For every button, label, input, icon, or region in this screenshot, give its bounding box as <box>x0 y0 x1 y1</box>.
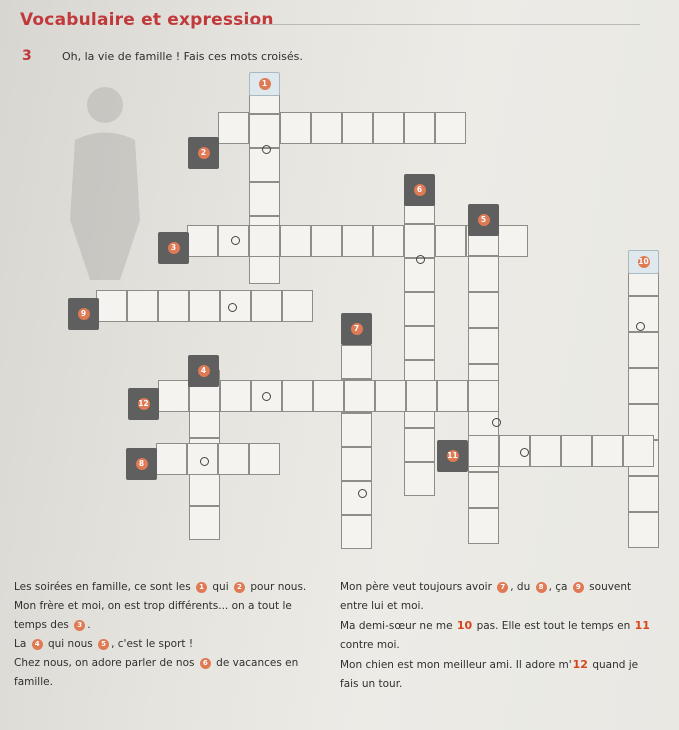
crossword-cell[interactable] <box>468 472 499 508</box>
crossword-cell[interactable] <box>341 515 372 549</box>
clue-line: Chez nous, on adore parler de nos 6 de vacances en <box>14 657 299 669</box>
clue-line: famille. <box>14 676 53 688</box>
crossword-cell[interactable] <box>344 380 375 412</box>
clue-ref-4: 4 <box>32 639 43 650</box>
clue-ref-6: 6 <box>200 658 211 669</box>
background-figure-illustration <box>60 80 150 280</box>
crossword-cell[interactable] <box>156 443 187 475</box>
crossword-cell[interactable] <box>468 292 499 328</box>
exercise-instruction: Oh, la vie de famille ! Fais ces mots croisés. <box>62 50 303 63</box>
clue-number-8 <box>126 448 157 480</box>
clues-left-column <box>14 578 332 692</box>
letter-circle-marker <box>358 489 367 498</box>
crossword-cell[interactable] <box>435 225 466 257</box>
clue-number-label: 2 <box>198 147 210 159</box>
clue-ref-10: 10 <box>456 619 473 632</box>
crossword-cell[interactable] <box>404 428 435 462</box>
crossword-cell[interactable] <box>189 506 220 540</box>
clue-number-9 <box>68 298 99 330</box>
crossword-cell[interactable] <box>341 413 372 447</box>
crossword-cell[interactable] <box>628 332 659 368</box>
title-divider <box>240 24 640 25</box>
clue-ref-8: 8 <box>536 582 547 593</box>
clue-line: La 4 qui nous 5 , c'est le sport ! <box>14 638 194 650</box>
letter-circle-marker <box>228 303 237 312</box>
clue-line: Les soirées en famille, ce sont les 1 qui 2 pour nous. <box>14 581 307 593</box>
crossword-cell[interactable] <box>373 225 404 257</box>
clue-number-label: 3 <box>168 242 180 254</box>
clue-ref-12: 12 <box>572 658 588 671</box>
clue-number-label: 5 <box>478 214 490 226</box>
crossword-cell[interactable] <box>592 435 623 467</box>
clue-number-11 <box>437 440 468 472</box>
clue-number-label: 6 <box>414 184 426 196</box>
crossword-cell[interactable] <box>404 292 435 326</box>
crossword-cell[interactable] <box>628 512 659 548</box>
letter-circle-marker <box>262 145 271 154</box>
clue-line: Mon frère et moi, on est trop différents... on a tout le <box>14 600 292 612</box>
crossword-cell[interactable] <box>218 443 249 475</box>
letter-circle-marker <box>262 392 271 401</box>
crossword-cell[interactable] <box>189 472 220 506</box>
crossword-cell[interactable] <box>189 290 220 322</box>
crossword-cell[interactable] <box>342 225 373 257</box>
crossword-cell[interactable] <box>341 447 372 481</box>
crossword-cell[interactable] <box>404 224 435 258</box>
clue-number-label: 10 <box>638 257 649 267</box>
clue-number-1 <box>249 72 280 96</box>
crossword-cell[interactable] <box>468 508 499 544</box>
clue-line: Mon chien est mon meilleur ami. Il adore m'12 quand je <box>340 658 639 671</box>
crossword-cell[interactable] <box>311 112 342 144</box>
letter-circle-marker <box>231 236 240 245</box>
crossword-cell[interactable] <box>375 380 406 412</box>
clue-number-6 <box>404 174 435 206</box>
crossword-cell[interactable] <box>96 290 127 322</box>
clue-ref-7: 7 <box>497 582 508 593</box>
crossword-cell[interactable] <box>341 481 372 515</box>
clue-number-label: 1 <box>259 78 271 90</box>
crossword-cell[interactable] <box>404 462 435 496</box>
crossword-cell[interactable] <box>282 290 313 322</box>
crossword-cell[interactable] <box>404 112 435 144</box>
clue-number-2 <box>188 137 219 169</box>
crossword-cell[interactable] <box>468 256 499 292</box>
clue-ref-9: 9 <box>573 582 584 593</box>
crossword-cell[interactable] <box>435 112 466 144</box>
clue-number-label: 12 <box>138 399 149 409</box>
clue-ref-1: 1 <box>196 582 207 593</box>
crossword-cell[interactable] <box>187 225 218 257</box>
clue-number-label: 7 <box>351 323 363 335</box>
crossword-cell[interactable] <box>468 328 499 364</box>
crossword-cell[interactable] <box>249 443 280 475</box>
letter-circle-marker <box>416 255 425 264</box>
clue-number-12 <box>128 388 159 420</box>
crossword-cell[interactable] <box>404 326 435 360</box>
crossword-cell[interactable] <box>497 225 528 257</box>
clue-number-5 <box>468 204 499 236</box>
crossword-cell[interactable] <box>249 114 280 148</box>
crossword-cell[interactable] <box>623 435 654 467</box>
crossword-cell[interactable] <box>313 380 344 412</box>
clue-number-4 <box>188 355 219 387</box>
clue-line: Mon père veut toujours avoir 7 , du 8 , ça 9 souvent <box>340 581 632 593</box>
crossword-cell[interactable] <box>341 345 372 379</box>
clue-number-7 <box>341 313 372 345</box>
crossword-cell[interactable] <box>468 380 499 412</box>
crossword-cell[interactable] <box>311 225 342 257</box>
clue-number-label: 4 <box>198 365 210 377</box>
clue-ref-2: 2 <box>234 582 245 593</box>
crossword-cell[interactable] <box>220 380 251 412</box>
clue-ref-3: 3 <box>74 620 85 631</box>
clue-line: Ma demi-sœur ne me 10 pas. Elle est tout le temps en 11 <box>340 619 650 632</box>
crossword-cell[interactable] <box>282 380 313 412</box>
clue-ref-5: 5 <box>98 639 109 650</box>
clue-number-label: 8 <box>136 458 148 470</box>
clue-line: contre moi. <box>340 639 400 651</box>
crossword-cell[interactable] <box>280 225 311 257</box>
letter-circle-marker <box>492 418 501 427</box>
letter-circle-marker <box>636 322 645 331</box>
crossword-cell[interactable] <box>468 435 499 467</box>
clue-line: fais un tour. <box>340 678 403 690</box>
crossword-cell[interactable] <box>530 435 561 467</box>
crossword-cell[interactable] <box>406 380 437 412</box>
crossword-cell[interactable] <box>437 380 468 412</box>
section-title: Vocabulaire et expression <box>20 10 274 30</box>
crossword-cell[interactable] <box>561 435 592 467</box>
crossword-cell[interactable] <box>628 368 659 404</box>
crossword-cell[interactable] <box>127 290 158 322</box>
clues-right-column <box>340 578 675 694</box>
clue-ref-11: 11 <box>634 619 650 632</box>
crossword-cell[interactable] <box>158 290 189 322</box>
letter-circle-marker <box>520 448 529 457</box>
crossword-cell[interactable] <box>342 112 373 144</box>
crossword-cell[interactable] <box>218 112 249 144</box>
clue-number-10 <box>628 250 659 274</box>
crossword-cell[interactable] <box>280 112 311 144</box>
crossword-cell[interactable] <box>249 182 280 216</box>
clue-number-label: 9 <box>78 308 90 320</box>
crossword-cell[interactable] <box>628 476 659 512</box>
crossword-cell[interactable] <box>158 380 189 412</box>
clue-line: temps des 3 . <box>14 619 91 631</box>
exercise-number: 3 <box>22 48 32 64</box>
clue-line: entre lui et moi. <box>340 600 424 612</box>
clue-number-label: 11 <box>447 451 458 461</box>
crossword-cell[interactable] <box>249 225 280 257</box>
crossword-cell[interactable] <box>251 290 282 322</box>
clue-number-3 <box>158 232 189 264</box>
crossword-cell[interactable] <box>373 112 404 144</box>
letter-circle-marker <box>200 457 209 466</box>
